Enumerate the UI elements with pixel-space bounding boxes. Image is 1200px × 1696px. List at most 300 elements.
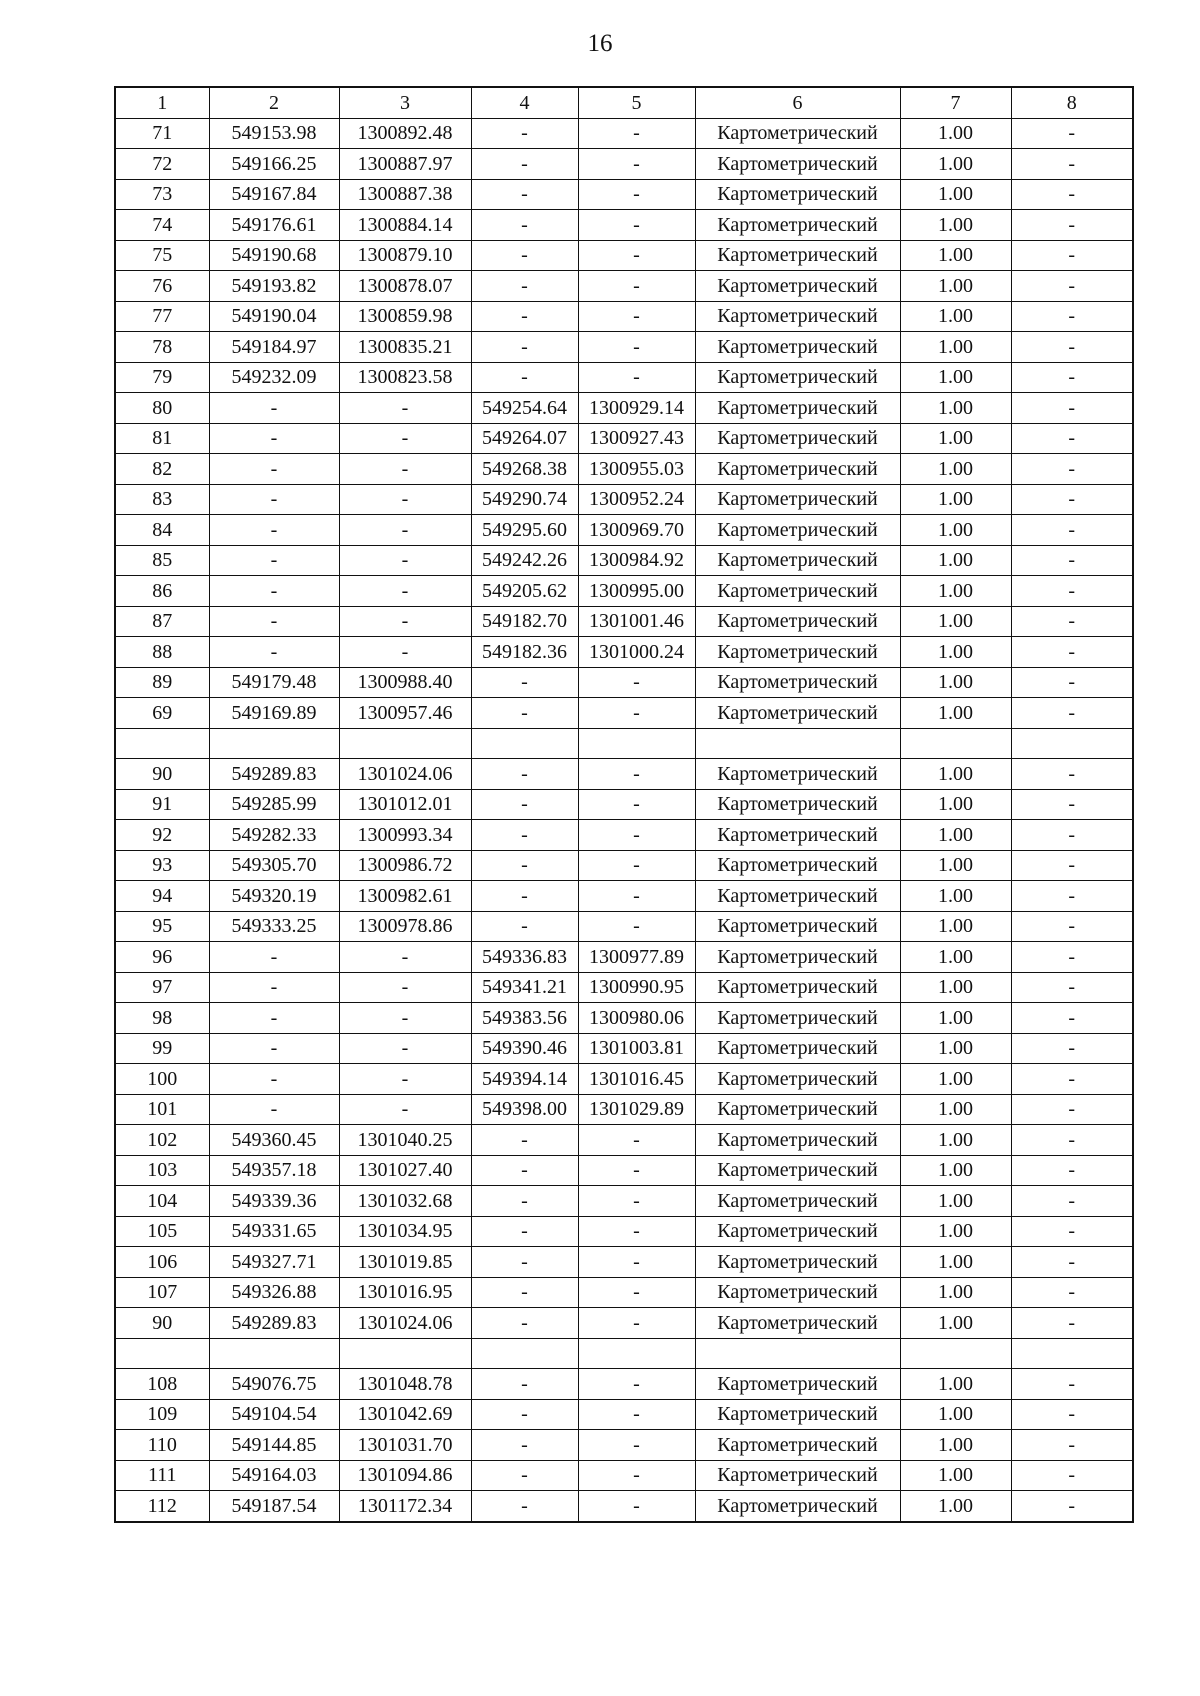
cell-new-x: - [471, 301, 578, 332]
cell-note: - [1011, 850, 1133, 881]
cell-existing-x: 549104.54 [209, 1399, 339, 1430]
cell-new-x: - [471, 1308, 578, 1339]
cell-method: Картометрический [695, 1003, 900, 1034]
cell-point-number: 106 [115, 1247, 209, 1278]
cell-note: - [1011, 1399, 1133, 1430]
cell-new-y: 1300929.14 [578, 393, 695, 424]
cell-existing-x: - [209, 454, 339, 485]
cell-existing-y: - [339, 545, 471, 576]
cell-new-x: 549394.14 [471, 1064, 578, 1095]
cell-new-y: 1301003.81 [578, 1033, 695, 1064]
cell-note: - [1011, 759, 1133, 790]
cell-existing-x: - [209, 1003, 339, 1034]
table-row [115, 1399, 1133, 1430]
cell-new-x: - [471, 789, 578, 820]
cell-existing-y: 1301042.69 [339, 1399, 471, 1430]
cell-new-x: 549182.70 [471, 606, 578, 637]
table-row [115, 332, 1133, 363]
cell-existing-y: 1300988.40 [339, 667, 471, 698]
table-row [115, 210, 1133, 241]
cell-point-number: 90 [115, 759, 209, 790]
cell-new-y: - [578, 179, 695, 210]
cell-existing-x: - [209, 576, 339, 607]
cell-new-x: 549341.21 [471, 972, 578, 1003]
cell-method: Картометрический [695, 1491, 900, 1522]
cell-existing-y: 1300993.34 [339, 820, 471, 851]
cell-note: - [1011, 210, 1133, 241]
cell-note: - [1011, 1277, 1133, 1308]
cell-new-y: 1300955.03 [578, 454, 695, 485]
cell-new-x: - [471, 332, 578, 363]
cell-accuracy: 1.00 [900, 789, 1011, 820]
cell-method: Картометрический [695, 149, 900, 180]
table-row [115, 149, 1133, 180]
cell-method: Картометрический [695, 545, 900, 576]
cell-accuracy: 1.00 [900, 1369, 1011, 1400]
cell-existing-y: 1301094.86 [339, 1460, 471, 1491]
cell-existing-x: - [209, 423, 339, 454]
cell-method: Картометрический [695, 210, 900, 241]
cell-note: - [1011, 881, 1133, 912]
cell-accuracy: 1.00 [900, 1460, 1011, 1491]
cell-point-number: 73 [115, 179, 209, 210]
cell-new-x: 549290.74 [471, 484, 578, 515]
table-row [115, 667, 1133, 698]
cell-existing-y: 1301048.78 [339, 1369, 471, 1400]
cell-existing-y: - [339, 637, 471, 668]
cell-method [695, 728, 900, 759]
cell-new-x: 549383.56 [471, 1003, 578, 1034]
cell-point-number: 103 [115, 1155, 209, 1186]
table-row [115, 1216, 1133, 1247]
cell-note: - [1011, 1491, 1133, 1522]
cell-existing-y: - [339, 1003, 471, 1034]
table-row [115, 759, 1133, 790]
cell-new-y: - [578, 1247, 695, 1278]
cell-point-number: 100 [115, 1064, 209, 1095]
cell-accuracy: 1.00 [900, 1308, 1011, 1339]
table-row [115, 1491, 1133, 1522]
cell-existing-x: 549331.65 [209, 1216, 339, 1247]
cell-existing-x: 549166.25 [209, 149, 339, 180]
cell-note: - [1011, 1064, 1133, 1095]
table-row [115, 1186, 1133, 1217]
cell-existing-y: 1301016.95 [339, 1277, 471, 1308]
header-cell-3: 3 [339, 87, 471, 118]
cell-new-x: - [471, 1369, 578, 1400]
cell-existing-y: 1301032.68 [339, 1186, 471, 1217]
cell-point-number: 88 [115, 637, 209, 668]
table-row [115, 1369, 1133, 1400]
cell-accuracy: 1.00 [900, 1155, 1011, 1186]
cell-method: Картометрический [695, 118, 900, 149]
cell-point-number: 78 [115, 332, 209, 363]
cell-note: - [1011, 820, 1133, 851]
table-row [115, 1155, 1133, 1186]
cell-method: Картометрический [695, 362, 900, 393]
cell-existing-x: - [209, 545, 339, 576]
cell-new-x: 549254.64 [471, 393, 578, 424]
cell-accuracy: 1.00 [900, 1491, 1011, 1522]
table-row [115, 1460, 1133, 1491]
table-row [115, 1003, 1133, 1034]
cell-note [1011, 728, 1133, 759]
cell-point-number: 77 [115, 301, 209, 332]
cell-new-x: - [471, 667, 578, 698]
cell-method: Картометрический [695, 1308, 900, 1339]
cell-method: Картометрический [695, 1033, 900, 1064]
cell-method: Картометрический [695, 698, 900, 729]
cell-new-y: - [578, 698, 695, 729]
cell-existing-x: - [209, 972, 339, 1003]
cell-existing-x: 549289.83 [209, 1308, 339, 1339]
cell-accuracy: 1.00 [900, 637, 1011, 668]
cell-note: - [1011, 179, 1133, 210]
table-row [115, 1094, 1133, 1125]
cell-existing-y: - [339, 576, 471, 607]
table-row [115, 698, 1133, 729]
cell-accuracy: 1.00 [900, 515, 1011, 546]
table-row [115, 545, 1133, 576]
cell-method: Картометрический [695, 271, 900, 302]
table-row [115, 301, 1133, 332]
cell-method: Картометрический [695, 301, 900, 332]
cell-method: Картометрический [695, 1216, 900, 1247]
cell-accuracy: 1.00 [900, 1125, 1011, 1156]
cell-note: - [1011, 1247, 1133, 1278]
cell-accuracy: 1.00 [900, 1186, 1011, 1217]
cell-note: - [1011, 911, 1133, 942]
cell-new-x: - [471, 698, 578, 729]
cell-existing-x: 549187.54 [209, 1491, 339, 1522]
cell-existing-y: - [339, 423, 471, 454]
cell-note: - [1011, 149, 1133, 180]
cell-existing-x: 549169.89 [209, 698, 339, 729]
cell-new-y: - [578, 271, 695, 302]
cell-new-y: - [578, 240, 695, 271]
header-cell-2: 2 [209, 87, 339, 118]
cell-existing-y: - [339, 393, 471, 424]
cell-method: Картометрический [695, 1094, 900, 1125]
cell-existing-y: 1301024.06 [339, 1308, 471, 1339]
cell-new-x: - [471, 759, 578, 790]
table-row [115, 789, 1133, 820]
cell-existing-y: 1300978.86 [339, 911, 471, 942]
cell-point-number: 74 [115, 210, 209, 241]
cell-new-y: - [578, 759, 695, 790]
cell-point-number: 71 [115, 118, 209, 149]
cell-new-y: - [578, 301, 695, 332]
cell-existing-x: - [209, 606, 339, 637]
cell-accuracy: 1.00 [900, 1399, 1011, 1430]
cell-point-number: 86 [115, 576, 209, 607]
cell-method: Картометрический [695, 1399, 900, 1430]
cell-note: - [1011, 576, 1133, 607]
cell-new-y: 1300977.89 [578, 942, 695, 973]
cell-existing-y: 1301024.06 [339, 759, 471, 790]
cell-accuracy: 1.00 [900, 1003, 1011, 1034]
cell-point-number: 108 [115, 1369, 209, 1400]
cell-accuracy: 1.00 [900, 1430, 1011, 1461]
cell-method: Картометрический [695, 1247, 900, 1278]
separator-row [115, 1338, 1133, 1369]
cell-method: Картометрический [695, 240, 900, 271]
cell-method: Картометрический [695, 515, 900, 546]
cell-existing-x: 549360.45 [209, 1125, 339, 1156]
cell-existing-x: - [209, 1033, 339, 1064]
cell-point-number: 85 [115, 545, 209, 576]
cell-accuracy: 1.00 [900, 545, 1011, 576]
cell-new-y: 1300927.43 [578, 423, 695, 454]
cell-note: - [1011, 667, 1133, 698]
cell-new-y: - [578, 820, 695, 851]
cell-new-y: - [578, 1308, 695, 1339]
cell-point-number: 79 [115, 362, 209, 393]
cell-method: Картометрический [695, 576, 900, 607]
cell-point-number: 94 [115, 881, 209, 912]
cell-existing-y: 1300887.38 [339, 179, 471, 210]
cell-point-number [115, 1338, 209, 1369]
header-cell-4: 4 [471, 87, 578, 118]
cell-new-x: 549242.26 [471, 545, 578, 576]
table-row [115, 606, 1133, 637]
cell-existing-y: 1301027.40 [339, 1155, 471, 1186]
cell-new-y: - [578, 1460, 695, 1491]
cell-accuracy: 1.00 [900, 179, 1011, 210]
cell-note: - [1011, 698, 1133, 729]
cell-method: Картометрический [695, 942, 900, 973]
cell-existing-y: 1300892.48 [339, 118, 471, 149]
cell-new-y: - [578, 149, 695, 180]
cell-existing-x: - [209, 1064, 339, 1095]
header-row [115, 87, 1133, 118]
cell-method: Картометрический [695, 606, 900, 637]
cell-new-x: 549398.00 [471, 1094, 578, 1125]
cell-new-y: - [578, 1216, 695, 1247]
cell-new-x: - [471, 240, 578, 271]
header-cell-7: 7 [900, 87, 1011, 118]
cell-new-x: - [471, 1247, 578, 1278]
cell-accuracy: 1.00 [900, 1033, 1011, 1064]
cell-accuracy: 1.00 [900, 850, 1011, 881]
cell-accuracy: 1.00 [900, 820, 1011, 851]
cell-existing-y: 1301040.25 [339, 1125, 471, 1156]
cell-note: - [1011, 1460, 1133, 1491]
cell-existing-x: 549326.88 [209, 1277, 339, 1308]
cell-accuracy: 1.00 [900, 576, 1011, 607]
cell-accuracy: 1.00 [900, 1247, 1011, 1278]
cell-new-x: - [471, 1125, 578, 1156]
cell-new-x: - [471, 118, 578, 149]
cell-new-x: - [471, 1399, 578, 1430]
table-row [115, 1430, 1133, 1461]
cell-accuracy: 1.00 [900, 118, 1011, 149]
cell-new-y: - [578, 1186, 695, 1217]
cell-new-x: 549295.60 [471, 515, 578, 546]
cell-new-x: - [471, 1277, 578, 1308]
table-body [115, 87, 1133, 1522]
cell-new-y: 1300952.24 [578, 484, 695, 515]
cell-existing-x: 549357.18 [209, 1155, 339, 1186]
cell-existing-y: 1300957.46 [339, 698, 471, 729]
table-row [115, 850, 1133, 881]
cell-method: Картометрический [695, 1430, 900, 1461]
cell-note: - [1011, 1125, 1133, 1156]
cell-method: Картометрический [695, 1460, 900, 1491]
table-row [115, 881, 1133, 912]
cell-point-number: 84 [115, 515, 209, 546]
cell-point-number: 91 [115, 789, 209, 820]
header-cell-1: 1 [115, 87, 209, 118]
cell-existing-x: 549232.09 [209, 362, 339, 393]
cell-new-x: 549205.62 [471, 576, 578, 607]
cell-accuracy: 1.00 [900, 667, 1011, 698]
cell-point-number: 90 [115, 1308, 209, 1339]
header-cell-5: 5 [578, 87, 695, 118]
cell-accuracy: 1.00 [900, 881, 1011, 912]
cell-method: Картометрический [695, 789, 900, 820]
cell-method: Картометрический [695, 667, 900, 698]
cell-new-x: - [471, 820, 578, 851]
cell-note [1011, 1338, 1133, 1369]
table-row [115, 179, 1133, 210]
cell-method: Картометрический [695, 1277, 900, 1308]
cell-existing-x: 549289.83 [209, 759, 339, 790]
cell-note: - [1011, 454, 1133, 485]
cell-existing-y: 1300835.21 [339, 332, 471, 363]
cell-point-number: 95 [115, 911, 209, 942]
cell-existing-y: - [339, 454, 471, 485]
cell-point-number: 81 [115, 423, 209, 454]
cell-accuracy: 1.00 [900, 1064, 1011, 1095]
cell-existing-x: - [209, 942, 339, 973]
cell-existing-y: - [339, 972, 471, 1003]
table-row [115, 1125, 1133, 1156]
page-number: 16 [587, 30, 613, 57]
cell-new-x: - [471, 362, 578, 393]
cell-new-y [578, 1338, 695, 1369]
cell-new-x: - [471, 1155, 578, 1186]
table-row [115, 820, 1133, 851]
cell-new-y: 1300969.70 [578, 515, 695, 546]
cell-new-y: 1300990.95 [578, 972, 695, 1003]
cell-new-x: - [471, 1216, 578, 1247]
cell-note: - [1011, 545, 1133, 576]
cell-existing-x: 549305.70 [209, 850, 339, 881]
cell-note: - [1011, 271, 1133, 302]
cell-new-x: - [471, 850, 578, 881]
cell-method: Картометрический [695, 850, 900, 881]
cell-note: - [1011, 1308, 1133, 1339]
cell-point-number: 99 [115, 1033, 209, 1064]
cell-existing-y: 1300986.72 [339, 850, 471, 881]
cell-existing-y: 1300823.58 [339, 362, 471, 393]
cell-accuracy: 1.00 [900, 454, 1011, 485]
cell-existing-x: 549190.04 [209, 301, 339, 332]
cell-existing-x: 549179.48 [209, 667, 339, 698]
cell-note: - [1011, 393, 1133, 424]
table-row [115, 454, 1133, 485]
cell-existing-x: 549327.71 [209, 1247, 339, 1278]
cell-new-y: - [578, 850, 695, 881]
table-row [115, 393, 1133, 424]
cell-point-number: 82 [115, 454, 209, 485]
table-row [115, 240, 1133, 271]
table-row [115, 515, 1133, 546]
cell-new-x: 549268.38 [471, 454, 578, 485]
cell-new-x: 549182.36 [471, 637, 578, 668]
cell-point-number: 92 [115, 820, 209, 851]
table-row [115, 972, 1133, 1003]
cell-method: Картометрический [695, 911, 900, 942]
cell-existing-y: 1301034.95 [339, 1216, 471, 1247]
cell-new-x: - [471, 1491, 578, 1522]
cell-note: - [1011, 1033, 1133, 1064]
cell-note: - [1011, 1003, 1133, 1034]
table-row [115, 1247, 1133, 1278]
cell-new-x: - [471, 149, 578, 180]
cell-point-number [115, 728, 209, 759]
cell-existing-y: - [339, 515, 471, 546]
table-row [115, 911, 1133, 942]
cell-existing-y: - [339, 1033, 471, 1064]
cell-new-y: 1300980.06 [578, 1003, 695, 1034]
cell-point-number: 83 [115, 484, 209, 515]
cell-note: - [1011, 972, 1133, 1003]
cell-accuracy: 1.00 [900, 149, 1011, 180]
cell-point-number: 89 [115, 667, 209, 698]
cell-accuracy: 1.00 [900, 911, 1011, 942]
cell-accuracy: 1.00 [900, 698, 1011, 729]
cell-new-y: 1301001.46 [578, 606, 695, 637]
cell-existing-y: 1300982.61 [339, 881, 471, 912]
cell-new-y: - [578, 911, 695, 942]
cell-point-number: 93 [115, 850, 209, 881]
cell-note: - [1011, 789, 1133, 820]
cell-method: Картометрический [695, 1155, 900, 1186]
header-cell-6: 6 [695, 87, 900, 118]
cell-note: - [1011, 1155, 1133, 1186]
cell-new-y: - [578, 1369, 695, 1400]
cell-existing-y: 1301172.34 [339, 1491, 471, 1522]
cell-existing-y: 1300878.07 [339, 271, 471, 302]
cell-note: - [1011, 606, 1133, 637]
cell-method: Картометрический [695, 332, 900, 363]
cell-accuracy: 1.00 [900, 1094, 1011, 1125]
cell-new-y: - [578, 362, 695, 393]
cell-method: Картометрический [695, 484, 900, 515]
cell-new-x: 549390.46 [471, 1033, 578, 1064]
cell-point-number: 76 [115, 271, 209, 302]
cell-existing-y: - [339, 1064, 471, 1095]
cell-new-x: - [471, 1186, 578, 1217]
cell-new-x: 549336.83 [471, 942, 578, 973]
cell-method: Картометрический [695, 1125, 900, 1156]
cell-existing-y: 1300879.10 [339, 240, 471, 271]
cell-note: - [1011, 1094, 1133, 1125]
cell-point-number: 87 [115, 606, 209, 637]
cell-new-y: - [578, 210, 695, 241]
cell-note: - [1011, 1186, 1133, 1217]
cell-existing-x: - [209, 637, 339, 668]
cell-accuracy: 1.00 [900, 1277, 1011, 1308]
cell-note: - [1011, 301, 1133, 332]
table-row [115, 118, 1133, 149]
cell-existing-x: 549339.36 [209, 1186, 339, 1217]
cell-method: Картометрический [695, 820, 900, 851]
cell-new-x: - [471, 911, 578, 942]
cell-point-number: 97 [115, 972, 209, 1003]
